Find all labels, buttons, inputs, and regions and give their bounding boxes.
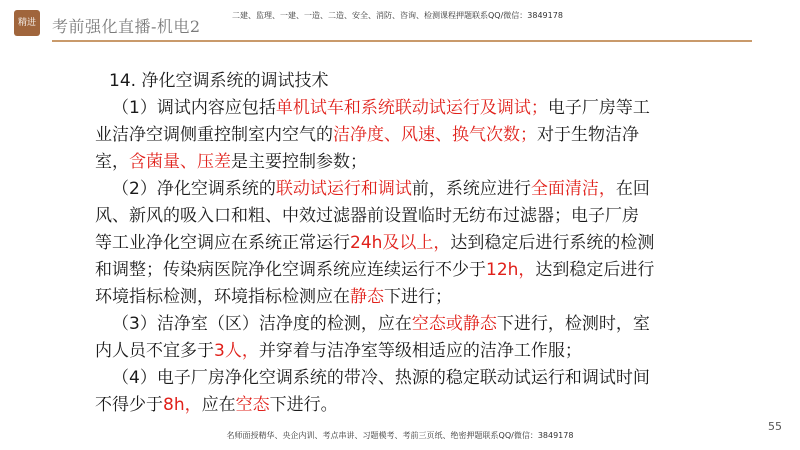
text-run: （1）调试内容应包括 xyxy=(112,98,276,118)
text-run: 达到稳定后进行系统的检测和调整；传染病医院净化空调系统应连续运行不少于 xyxy=(95,233,655,280)
text-run: 达到稳定后进行环境指标检测，环境指标检测应在 xyxy=(95,260,655,307)
text-run: （4）电子厂房净化空调系统的带冷、热源的稳定联动试运行和调试时间不得少于 xyxy=(95,368,650,415)
highlight-text: 含菌量、压差 xyxy=(129,152,231,172)
text-run: 电子厂房等工业洁净空调侧重控制室内空气的 xyxy=(95,98,650,145)
paragraph-1 xyxy=(95,95,655,176)
top-banner: 二建、监理、一建、一造、二造、安全、消防、咨询、检测课程押题联系QQ/微信：3849178 xyxy=(232,11,563,20)
highlight-text: 联动试运行和调试 xyxy=(275,179,412,199)
section-heading: 14. 净化空调系统的调试技术 xyxy=(109,71,329,91)
highlight-text: 3人， xyxy=(214,341,259,361)
text-run: 对于生物洁净室， xyxy=(95,125,639,172)
text-run: 是主要控制参数； xyxy=(231,152,367,172)
header-divider xyxy=(52,40,752,42)
paragraph-2 xyxy=(95,176,655,311)
highlight-text: 8h， xyxy=(163,395,202,415)
text-run: 在回风、新风的吸入口和粗、中效过滤器前设置临时无纺布过滤器；电子厂房等工业净化空调应在系统正常运行 xyxy=(95,179,650,253)
text-run: 下进行； xyxy=(384,287,452,307)
text-run: 下进行，检测时，室内人员不宜多于 xyxy=(95,314,650,361)
header-bar xyxy=(0,0,800,44)
highlight-text: 24h及以上， xyxy=(350,233,451,253)
highlight-text: 12h， xyxy=(486,260,536,280)
footer-banner: 名师面授精华、央企内训、考点串讲、习题模考、考前三页纸、绝密押题联系QQ/微信：3849178 xyxy=(226,431,574,440)
highlight-text: 空态 xyxy=(235,395,270,415)
text-run: 下进行。 xyxy=(269,395,338,415)
logo: 精进 xyxy=(14,10,40,36)
paragraph-3 xyxy=(95,311,655,365)
text-run: （3）洁净室（区）洁净度的检测，应在 xyxy=(112,314,412,334)
course-title: 考前强化直播-机电2 xyxy=(52,17,201,36)
highlight-text: 洁净度、风速、换气次数； xyxy=(333,125,537,145)
highlight-text: 单机试车和系统联动试运行及调试； xyxy=(275,98,548,118)
text-run: 应在 xyxy=(201,395,236,415)
text-run: （2）净化空调系统的 xyxy=(112,179,276,199)
highlight-text: 静态 xyxy=(350,287,384,307)
highlight-text: 空态或静态 xyxy=(411,314,497,334)
paragraph-4 xyxy=(95,365,655,419)
text-run: 前，系统应进行 xyxy=(411,179,531,199)
text-run: 并穿着与洁净室等级相适应的洁净工作服； xyxy=(258,341,582,361)
page-number: 55 xyxy=(768,420,782,433)
highlight-text: 全面清洁， xyxy=(530,179,616,199)
slide-content xyxy=(95,68,655,419)
